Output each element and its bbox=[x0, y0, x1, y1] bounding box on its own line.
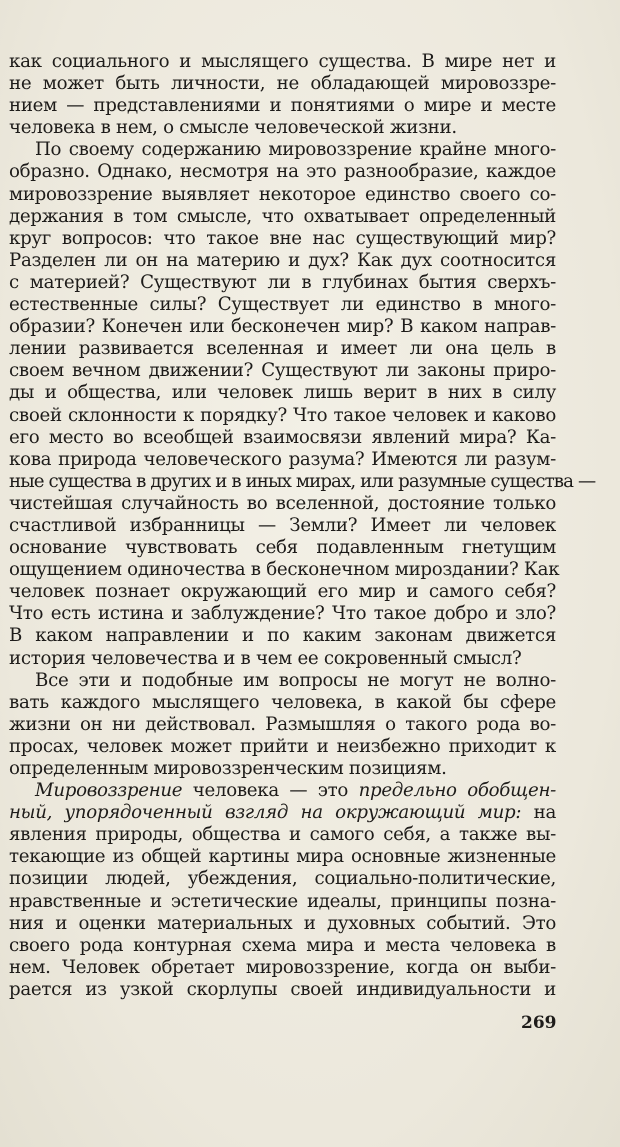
text-line: ды и общества, или человек лишь верит в них в силу bbox=[9, 382, 556, 404]
text-line: держания в том смысле, что охватывает определенный bbox=[9, 205, 556, 227]
text-line: лении развивается вселенная и имеет ли она цель в bbox=[9, 338, 556, 360]
definition-line bbox=[9, 780, 556, 802]
text-line: жизни он ни действовал. Размышляя о такого рода во- bbox=[9, 713, 556, 735]
text-line: Все эти и подобные им вопросы не могут не волно- bbox=[35, 669, 556, 691]
definition-text: предельно обобщен- bbox=[358, 780, 556, 802]
text-line: человека в нем, о смысле человеческой жизни. bbox=[9, 117, 457, 139]
text-line: история человечества и в чем ее сокровенный смысл? bbox=[9, 647, 522, 669]
text-line: В каком направлении и по каким законам движется bbox=[9, 625, 556, 647]
text-line: его место во всеобщей взаимосвязи явлений мира? Ка- bbox=[9, 426, 556, 448]
text-line: текающие из общей картины мира основные жизненные bbox=[9, 846, 556, 868]
text-line: определенным мировоззренческим позициям. bbox=[9, 758, 447, 779]
text-line: рается из узкой скорлупы своей индивидуальности и bbox=[9, 978, 556, 1000]
page-number: 269 bbox=[521, 1013, 557, 1033]
body-text bbox=[9, 51, 596, 1001]
definition-line bbox=[9, 802, 556, 824]
definition-text: ный, упорядоченный взгляд на окружающий мир: bbox=[9, 802, 522, 824]
text-line: как социального и мыслящего существа. В мире нет и bbox=[9, 51, 556, 72]
text-line: счастливой избранницы — Земли? Имеет ли человек bbox=[9, 514, 556, 536]
text-line: явления природы, общества и самого себя, а также вы- bbox=[9, 824, 556, 846]
text-line: основание чувствовать себя подавленным гнетущим bbox=[9, 537, 556, 559]
text-line: чистейшая случайность во вселенной, достояние только bbox=[9, 492, 556, 514]
text-line: своей склонности к порядку? Что такое человек и каково bbox=[9, 404, 556, 426]
definition-connector: человека — это bbox=[182, 780, 359, 802]
definition-rest: на bbox=[521, 802, 556, 824]
text-line: вать каждого мыслящего человека, в какой бы сфере bbox=[9, 691, 556, 713]
text-line: с материей? Существуют ли в глубинах бытия сверхъ- bbox=[9, 271, 556, 293]
text-line: человек познает окружающий его мир и самого себя? bbox=[9, 581, 556, 603]
text-line: своего рода контурная схема мира и места человека в bbox=[9, 934, 556, 956]
text-line: не может быть личности, не обладающей мировоззре- bbox=[9, 73, 556, 95]
text-line: просах, человек может прийти и неизбежно приходит к bbox=[9, 735, 556, 757]
text-line: ния и оценки материальных и духовных событий. Это bbox=[9, 912, 556, 934]
text-line: образно. Однако, несмотря на это разнообразие, каждое bbox=[9, 161, 556, 183]
text-line: Что есть истина и заблуждение? Что такое добро и зло? bbox=[9, 603, 556, 625]
text-line: нием — представлениями и понятиями о мире и месте bbox=[9, 95, 556, 117]
text-line: позиции людей, убеждения, социально-политические, bbox=[9, 868, 556, 890]
text-line: естественные силы? Существует ли единство в много- bbox=[9, 294, 556, 316]
text-line: ные существа в других и в иных мирах, или разумные существа — bbox=[9, 470, 596, 492]
text-line: образии? Конечен или бесконечен мир? В каком направ- bbox=[9, 316, 556, 338]
text-line: Разделен ли он на материю и дух? Как дух соотносится bbox=[9, 249, 556, 271]
text-line: круг вопросов: что такое вне нас существующий мир? bbox=[9, 227, 556, 249]
text-line: нравственные и эстетические идеалы, принципы позна- bbox=[9, 890, 556, 912]
text-line: ощущением одиночества в бесконечном мироздании? Как bbox=[9, 559, 560, 581]
text-line: нем. Человек обретает мировоззрение, когда он выби- bbox=[9, 956, 556, 978]
text-line: кова природа человеческого разума? Имеются ли разум- bbox=[9, 448, 556, 470]
text-line: мировоззрение выявляет некоторое единство своего со- bbox=[9, 183, 556, 205]
text-line: По своему содержанию мировоззрение крайне много- bbox=[35, 139, 556, 161]
definition-term: Мировоззрение bbox=[35, 780, 183, 802]
text-line: своем вечном движении? Существуют ли законы приро- bbox=[9, 360, 556, 382]
